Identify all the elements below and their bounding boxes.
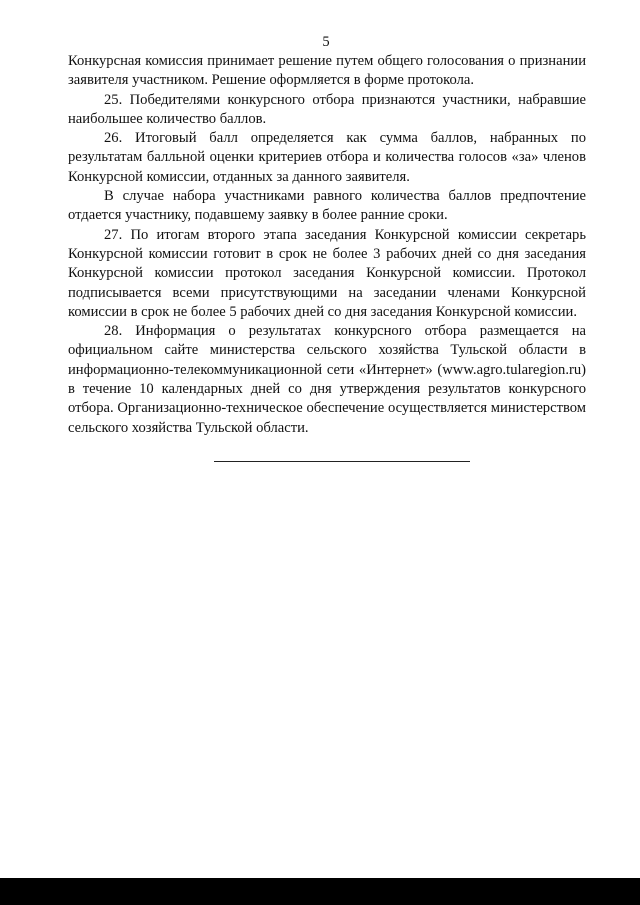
page-number: 5 — [322, 34, 330, 50]
paragraph-commission-decision: Конкурсная комиссия принимает решение путем общего голосования о признании заявителя участником. Решение оформляется в форме протокола. — [68, 53, 586, 89]
paragraph-equal-score-rule: В случае набора участниками равного количества баллов предпочтение отдается участнику, подавшему заявку в более ранние сроки. — [68, 188, 586, 224]
paragraph-clause-27: 27. По итогам второго этапа заседания Конкурсной комиссии секретарь Конкурсной комиссии готовит в срок не более 3 рабочих дней со дня заседания Конкурсной комиссии протокол заседания Конкурсной комиссии. Протокол подписывается всеми присутствующими на заседании членами Конкурсной комиссии в срок не более 5 рабочих дней со дня заседания Конкурсной комиссии. — [68, 226, 586, 320]
paragraph-clause-26: 26. Итоговый балл определяется как сумма баллов, набранных по результатам балльной оценки критериев отбора и количества голосов «за» членов Конкурсной комиссии, отданных за данного заявителя. — [68, 130, 586, 185]
document-body — [68, 52, 586, 438]
end-separator-line — [214, 461, 470, 462]
scan-bottom-edge — [0, 878, 640, 905]
paragraph-clause-25: 25. Победителями конкурсного отбора признаются участники, набравшие наибольшее количество баллов. — [68, 91, 586, 127]
paragraph-clause-28: 28. Информация о результатах конкурсного отбора размещается на официальном сайте министерства сельского хозяйства Тульской области в информационно-телекоммуникационной сети «Интернет» (www.agro.tularegion.ru) в течение 10 календарных дней со дня утверждения результатов конкурсного отбора. Организационно-техническое обеспечение осуществляется министерством сельского хозяйства Тульской области. — [68, 323, 586, 436]
